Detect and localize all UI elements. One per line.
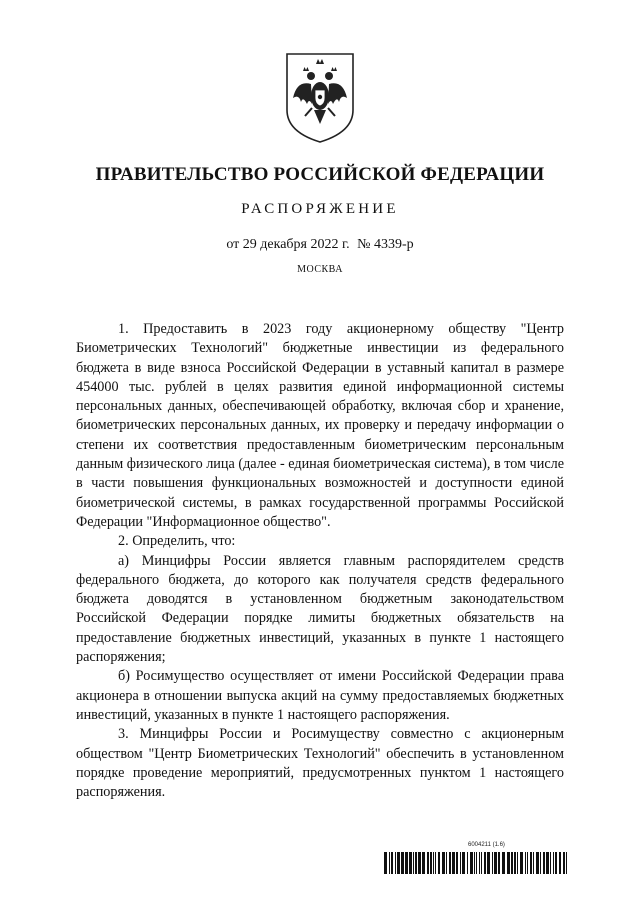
barcode-icon: [384, 852, 570, 874]
paragraph-2: 2. Определить, что:: [118, 533, 236, 550]
document-number: № 4339-р: [357, 237, 414, 252]
document-date: от 29 декабря 2022 г.: [226, 237, 350, 252]
paragraph-2a: а) Минцифры России является главным распорядителем средств федерального бюджета, до которого как получателя средств федерального бюджета доводятся в установленном бюджетным законодательством Российской Федерации порядке лимиты бюджетных обязательств на предоставление бюджетных инвестиций, указанных в пункте 1 настоящего распоряжения;: [76, 552, 564, 666]
barcode-id: 6004211 (1.6): [468, 842, 505, 848]
paragraph-2b: б) Росимущество осуществляет от имени Российской Федерации права акционера в отношении выпуска акций на сумму предоставляемых бюджетных инвестиций, указанных в пункте 1 настоящего распоряжения.: [76, 668, 564, 723]
government-title: ПРАВИТЕЛЬСТВО РОССИЙСКОЙ ФЕДЕРАЦИИ: [95, 164, 545, 185]
document-body: [76, 320, 564, 802]
document-city: МОСКВА: [297, 264, 343, 275]
paragraph-1: 1. Предоставить в 2023 году акционерному обществу "Центр Биометрических Технологий" бюджетные инвестиции из федерального бюджета в виде взноса Российской Федерации в уставный капитал в размере 454000 тыс. рублей в целях развития единой информационной системы персональных данных, обеспечивающей обработку, включая сбор и хранение, биометрических персональных данных, их проверку и передачу информации о степени их соответствия предоставленным биометрическим персональным данным физического лица (далее - единая биометрическая система), в том числе в части повышения функциональных возможностей и доступности единой биометрической системы, в рамках государственной программы Российской Федерации "Информационное общество".: [76, 321, 564, 530]
document-date-line: [0, 237, 640, 253]
coat-of-arms-icon: [283, 52, 357, 144]
paragraph-3: 3. Минцифры России и Росимуществу совместно с акционерным обществом "Центр Биометрических Технологий" обеспечить в установленном порядке проведение мероприятий, предусмотренных пунктом 1 настоящего распоряжения.: [76, 726, 564, 801]
document-type: РАСПОРЯЖЕНИЕ: [241, 201, 399, 217]
